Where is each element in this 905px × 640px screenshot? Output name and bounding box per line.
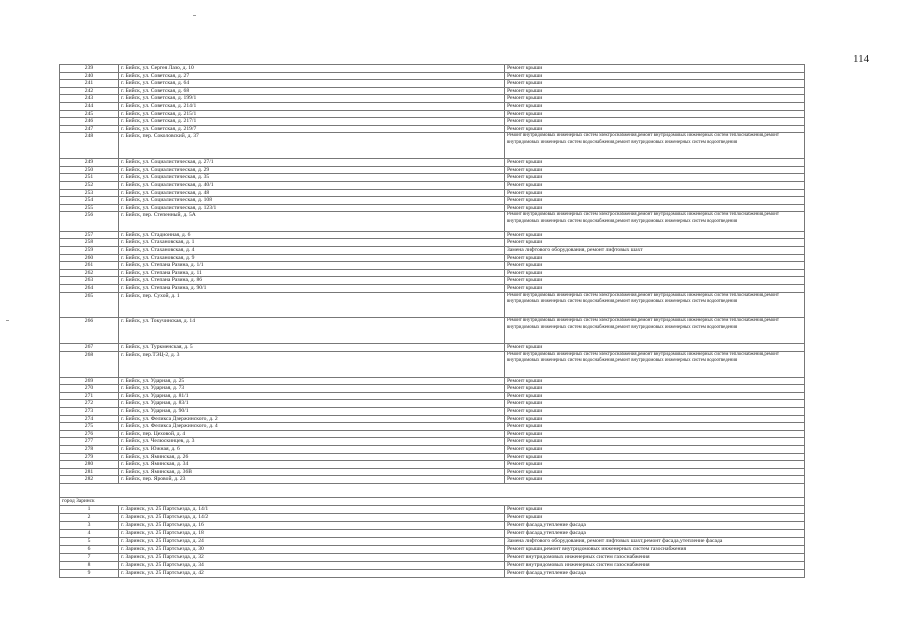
row-number: 1 <box>60 505 119 513</box>
section-header-row <box>60 497 805 505</box>
row-number: 254 <box>60 197 119 205</box>
row-number: 257 <box>60 231 119 239</box>
row-work: Ремонт крыши <box>505 125 805 133</box>
table-row <box>60 174 805 182</box>
table-row <box>60 438 805 446</box>
row-work: Ремонт крыши <box>505 377 805 385</box>
row-work: Ремонт крыши <box>505 166 805 174</box>
row-number: 240 <box>60 72 119 80</box>
row-work: Ремонт внутридомовых инженерных систем электроснабжения,ремонт внутридомовых инженерных систем теплоснабжения,ремонт внутридомовых инженерных систем водоснабжения,ремонт внутридомовых инженерных систем водоотведения <box>505 318 805 344</box>
row-number: 268 <box>60 351 119 377</box>
row-number: 247 <box>60 125 119 133</box>
row-address: г. Бийск, ул. Советская, д. 27 <box>119 72 505 80</box>
table-row <box>60 87 805 95</box>
row-number: 242 <box>60 87 119 95</box>
row-address: г. Заринск, ул. 25 Партсъезда, д. 14/1 <box>119 505 505 513</box>
row-work: Ремонт крыши <box>505 80 805 88</box>
row-work: Ремонт крыши <box>505 468 805 476</box>
spacer-row <box>60 483 805 497</box>
table-row <box>60 110 805 118</box>
row-address: г. Бийск, ул. Ударная, д. 90/1 <box>119 408 505 416</box>
table-row <box>60 189 805 197</box>
table-row <box>60 377 805 385</box>
row-address: г. Заринск, ул. 25 Партсъезда, д. 34 <box>119 561 505 569</box>
table-row <box>60 65 805 73</box>
row-address: г. Заринск, ул. 25 Партсъезда, д. 30 <box>119 545 505 553</box>
row-number: 274 <box>60 415 119 423</box>
main-table-body <box>60 65 805 578</box>
row-work: Замена лифтового оборудования, ремонт лифтовых шахт <box>505 247 805 255</box>
row-work: Ремонт крыши <box>505 423 805 431</box>
row-number: 259 <box>60 247 119 255</box>
table-row <box>60 95 805 103</box>
page-number: 114 <box>853 53 870 65</box>
row-work: Ремонт крыши,ремонт внутридомовых инженерных систем газоснабжения <box>505 545 805 553</box>
table-row <box>60 285 805 293</box>
table-row <box>60 553 805 561</box>
table-row <box>60 133 805 159</box>
row-address: г. Бийск, ул. Социалистическая, д. 40/1 <box>119 181 505 189</box>
row-address: г. Бийск, ул. Яминская, д. 36В <box>119 468 505 476</box>
row-number: 269 <box>60 377 119 385</box>
table-row <box>60 262 805 270</box>
repair-list-table <box>59 64 805 578</box>
row-address: г. Заринск, ул. 25 Партсъезда, д. 14/2 <box>119 513 505 521</box>
row-work: Ремонт крыши <box>505 102 805 110</box>
row-number: 281 <box>60 468 119 476</box>
row-address: г. Бийск, ул. Советская, д. 217/1 <box>119 118 505 126</box>
table-row <box>60 344 805 352</box>
row-address: г. Бийск, ул. Советская, д. 214/1 <box>119 102 505 110</box>
row-work: Ремонт крыши <box>505 430 805 438</box>
row-number: 250 <box>60 166 119 174</box>
row-number: 239 <box>60 65 119 73</box>
row-work: Ремонт крыши <box>505 110 805 118</box>
row-address: г. Бийск, ул. Советская, д. 199/1 <box>119 95 505 103</box>
row-address: г. Бийск, ул. Челюскинцев, д. 3 <box>119 438 505 446</box>
row-work: Ремонт крыши <box>505 204 805 212</box>
row-number: 253 <box>60 189 119 197</box>
scan-mark <box>193 15 196 16</box>
row-address: г. Бийск, ул. Социалистическая, д. 108 <box>119 197 505 205</box>
table-row <box>60 197 805 205</box>
row-work: Ремонт крыши <box>505 87 805 95</box>
row-work: Ремонт крыши <box>505 118 805 126</box>
table-row <box>60 239 805 247</box>
row-address: г. Бийск, ул. Токучинская, д. 14 <box>119 318 505 344</box>
row-number: 266 <box>60 318 119 344</box>
row-address: г. Бийск, пер. Сухой, д. 1 <box>119 292 505 318</box>
row-number: 258 <box>60 239 119 247</box>
row-number: 262 <box>60 269 119 277</box>
row-work: Ремонт крыши <box>505 445 805 453</box>
row-address: г. Бийск, ул. Стахановская, д. 1 <box>119 239 505 247</box>
row-number: 252 <box>60 181 119 189</box>
table-row <box>60 476 805 484</box>
table-row <box>60 231 805 239</box>
row-address: г. Бийск, ул. Стадионная, д. 6 <box>119 231 505 239</box>
row-number: 278 <box>60 445 119 453</box>
row-address: г. Бийск, ул. Яминская, д. 34 <box>119 461 505 469</box>
section-title: город Заринск <box>60 497 805 505</box>
row-number: 8 <box>60 561 119 569</box>
row-work: Ремонт крыши <box>505 415 805 423</box>
row-work: Ремонт крыши <box>505 231 805 239</box>
row-number: 245 <box>60 110 119 118</box>
row-work: Ремонт крыши <box>505 239 805 247</box>
row-work: Ремонт крыши <box>505 269 805 277</box>
row-address: г. Заринск, ул. 25 Партсъезда, д. 18 <box>119 529 505 537</box>
row-number: 249 <box>60 159 119 167</box>
row-number: 243 <box>60 95 119 103</box>
table-row <box>60 166 805 174</box>
row-address: г. Бийск, пер. Соколовский, д. 37 <box>119 133 505 159</box>
row-number: 241 <box>60 80 119 88</box>
row-address: г. Бийск, ул. Степана Разина, д. 86 <box>119 277 505 285</box>
row-work: Ремонт фасада,утепление фасада <box>505 569 805 577</box>
row-work: Ремонт крыши <box>505 400 805 408</box>
table-row <box>60 269 805 277</box>
row-number: 263 <box>60 277 119 285</box>
table-row <box>60 102 805 110</box>
row-work: Ремонт крыши <box>505 476 805 484</box>
table-row <box>60 292 805 318</box>
row-number: 6 <box>60 545 119 553</box>
table-row <box>60 545 805 553</box>
row-address: г. Бийск, ул. Социалистическая, д. 123/1 <box>119 204 505 212</box>
row-address: г. Бийск, ул. Феликса Дзержинского, д. 2 <box>119 415 505 423</box>
table-row <box>60 505 805 513</box>
row-number: 272 <box>60 400 119 408</box>
row-address: г. Бийск, пер. Степенный, д. 5А <box>119 212 505 232</box>
row-number: 270 <box>60 385 119 393</box>
row-number: 261 <box>60 262 119 270</box>
row-work: Ремонт крыши <box>505 189 805 197</box>
row-number: 244 <box>60 102 119 110</box>
row-number: 260 <box>60 254 119 262</box>
table-row <box>60 461 805 469</box>
table-row <box>60 468 805 476</box>
row-work: Ремонт фасада,утепление фасада <box>505 529 805 537</box>
row-address: г. Бийск, ул. Ударная, д. 73 <box>119 385 505 393</box>
row-work: Ремонт внутридомовых инженерных систем газоснабжения <box>505 553 805 561</box>
row-work: Ремонт крыши <box>505 344 805 352</box>
table-row <box>60 408 805 416</box>
row-address: г. Бийск, ул. Социалистическая, д. 48 <box>119 189 505 197</box>
row-work: Ремонт внутридомовых инженерных систем электроснабжения,ремонт внутридомовых инженерных систем теплоснабжения,ремонт внутридомовых инженерных систем водоснабжения,ремонт внутридомовых инженерных систем водоотведения <box>505 292 805 318</box>
table-row <box>60 118 805 126</box>
row-work: Ремонт фасада,утепление фасада <box>505 521 805 529</box>
row-address: г. Бийск, ул. Феликса Дзержинского, д. 4 <box>119 423 505 431</box>
row-address: г. Заринск, ул. 25 Партсъезда, д. 32 <box>119 553 505 561</box>
row-address: г. Бийск, ул. Степана Разина, д. 90/1 <box>119 285 505 293</box>
row-address: г. Бийск, ул. Ударная, д. 81/1 <box>119 392 505 400</box>
row-address: г. Бийск, ул. Сергея Лазо, д. 10 <box>119 65 505 73</box>
row-address: г. Бийск, ул. Степана Разина, д. 11 <box>119 269 505 277</box>
row-address: г. Бийск, ул. Советская, д. 219/7 <box>119 125 505 133</box>
row-number: 7 <box>60 553 119 561</box>
table-row <box>60 385 805 393</box>
row-work: Ремонт крыши <box>505 159 805 167</box>
row-work: Ремонт крыши <box>505 285 805 293</box>
table-row <box>60 80 805 88</box>
row-address: г. Бийск, ул. Ударная, д. 25 <box>119 377 505 385</box>
row-number: 265 <box>60 292 119 318</box>
row-work: Ремонт крыши <box>505 513 805 521</box>
row-address: г. Бийск, пер.ТЭЦ-2, д. 3 <box>119 351 505 377</box>
row-address: г. Бийск, ул. Советская, д. 68 <box>119 87 505 95</box>
row-address: г. Бийск, ул. Стахановская, д. 4 <box>119 247 505 255</box>
row-work: Ремонт крыши <box>505 181 805 189</box>
table-row <box>60 181 805 189</box>
row-number: 264 <box>60 285 119 293</box>
row-number: 5 <box>60 537 119 545</box>
table-row <box>60 159 805 167</box>
row-address: г. Бийск, ул. Стахановская, д. 9 <box>119 254 505 262</box>
row-number: 255 <box>60 204 119 212</box>
table-row <box>60 423 805 431</box>
row-address: г. Заринск, ул. 25 Партсъезда, д. 16 <box>119 521 505 529</box>
table-row <box>60 254 805 262</box>
row-address: г. Бийск, пер. Яровой, д. 23 <box>119 476 505 484</box>
row-address: г. Бийск, ул. Советская, д. 215/1 <box>119 110 505 118</box>
row-work: Ремонт крыши <box>505 505 805 513</box>
table-row <box>60 212 805 232</box>
row-address: г. Бийск, ул. Социалистическая, д. 29 <box>119 166 505 174</box>
row-address: г. Бийск, ул. Ударная, д. 83/1 <box>119 400 505 408</box>
row-work: Ремонт крыши <box>505 197 805 205</box>
row-work: Ремонт крыши <box>505 95 805 103</box>
row-address: г. Заринск, ул. 25 Партсъезда, д. 24 <box>119 537 505 545</box>
row-address: г. Бийск, ул. Советская, д. 64 <box>119 80 505 88</box>
row-number: 246 <box>60 118 119 126</box>
row-number: 251 <box>60 174 119 182</box>
table-row <box>60 318 805 344</box>
table-row <box>60 453 805 461</box>
table-row <box>60 529 805 537</box>
row-work: Ремонт крыши <box>505 65 805 73</box>
table-row <box>60 415 805 423</box>
row-address: г. Бийск, пер. Цеховой, д. 4 <box>119 430 505 438</box>
row-work: Ремонт крыши <box>505 254 805 262</box>
row-number: 256 <box>60 212 119 232</box>
row-number: 4 <box>60 529 119 537</box>
table-row <box>60 392 805 400</box>
table-row <box>60 561 805 569</box>
row-work: Ремонт крыши <box>505 277 805 285</box>
row-work: Ремонт внутридомовых инженерных систем газоснабжения <box>505 561 805 569</box>
table-row <box>60 72 805 80</box>
row-address: г. Бийск, ул. Степана Разина, д. 1/1 <box>119 262 505 270</box>
row-work: Ремонт крыши <box>505 72 805 80</box>
row-work: Ремонт крыши <box>505 408 805 416</box>
table-row <box>60 400 805 408</box>
row-address: г. Бийск, ул. Южная, д. 6 <box>119 445 505 453</box>
row-number: 267 <box>60 344 119 352</box>
scan-mark <box>6 320 9 321</box>
table-row <box>60 247 805 255</box>
row-number: 280 <box>60 461 119 469</box>
row-number: 2 <box>60 513 119 521</box>
row-number: 276 <box>60 430 119 438</box>
row-address: г. Бийск, ул. Социалистическая, д. 35 <box>119 174 505 182</box>
row-number: 9 <box>60 569 119 577</box>
table-row <box>60 351 805 377</box>
row-work: Ремонт крыши <box>505 453 805 461</box>
row-work: Ремонт крыши <box>505 262 805 270</box>
row-work: Ремонт внутридомовых инженерных систем электроснабжения,ремонт внутридомовых инженерных систем теплоснабжения,ремонт внутридомовых инженерных систем водоснабжения,ремонт внутридомовых инженерных систем водоотведения <box>505 212 805 232</box>
table-row <box>60 521 805 529</box>
row-number: 3 <box>60 521 119 529</box>
row-number: 277 <box>60 438 119 446</box>
row-number: 279 <box>60 453 119 461</box>
row-work: Ремонт крыши <box>505 174 805 182</box>
row-work: Ремонт крыши <box>505 392 805 400</box>
row-work: Ремонт крыши <box>505 438 805 446</box>
row-work: Ремонт внутридомовых инженерных систем электроснабжения,ремонт внутридомовых инженерных систем теплоснабжения,ремонт внутридомовых инженерных систем водоснабжения,ремонт внутридомовых инженерных систем водоотведения <box>505 351 805 377</box>
table-row <box>60 537 805 545</box>
table-row <box>60 204 805 212</box>
row-work: Ремонт крыши <box>505 385 805 393</box>
table-row <box>60 125 805 133</box>
table-row <box>60 569 805 577</box>
row-address: г. Заринск, ул. 25 Партсъезда, д. 42 <box>119 569 505 577</box>
row-work: Ремонт крыши <box>505 461 805 469</box>
spacer-cell <box>60 483 805 497</box>
row-work: Замена лифтового оборудования, ремонт лифтовых шахт,ремонт фасада,утепление фасада <box>505 537 805 545</box>
row-number: 271 <box>60 392 119 400</box>
table-row <box>60 513 805 521</box>
row-number: 282 <box>60 476 119 484</box>
row-address: г. Бийск, ул. Туркменская, д. 5 <box>119 344 505 352</box>
row-number: 248 <box>60 133 119 159</box>
row-address: г. Бийск, ул. Яминская, д. 26 <box>119 453 505 461</box>
table-row <box>60 430 805 438</box>
row-address: г. Бийск, ул. Социалистическая, д. 27/1 <box>119 159 505 167</box>
row-number: 275 <box>60 423 119 431</box>
table-row <box>60 445 805 453</box>
row-work: Ремонт внутридомовых инженерных систем электроснабжения,ремонт внутридомовых инженерных систем теплоснабжения,ремонт внутридомовых инженерных систем водоснабжения,ремонт внутридомовых инженерных систем водоотведения <box>505 133 805 159</box>
row-number: 273 <box>60 408 119 416</box>
table-row <box>60 277 805 285</box>
